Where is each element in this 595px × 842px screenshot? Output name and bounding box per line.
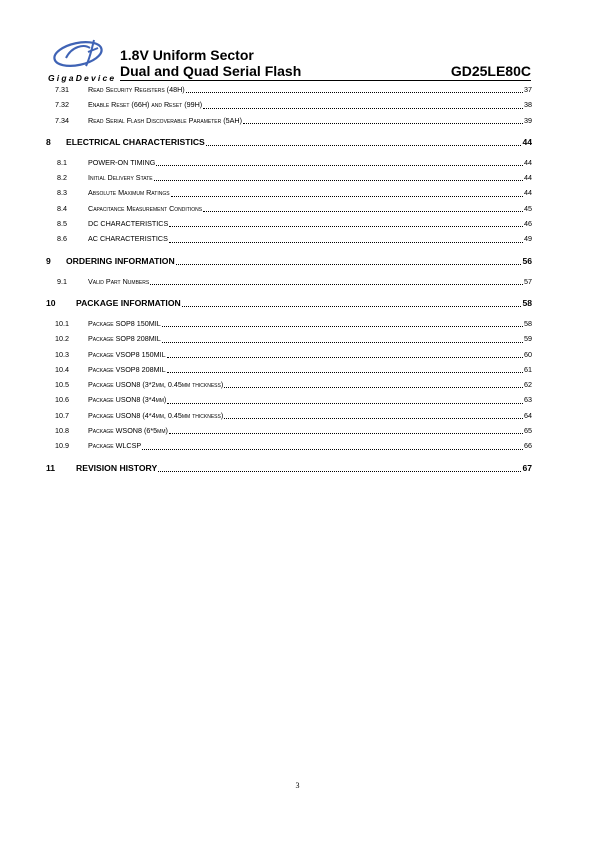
toc-title: Read Serial Flash Discoverable Parameter (5AH) <box>88 115 242 125</box>
toc-number: 10.4 <box>55 364 69 374</box>
toc-entry-10-1[interactable] <box>46 316 532 331</box>
toc-entry-7-34[interactable] <box>46 113 532 128</box>
toc-entry-10-3[interactable] <box>46 347 532 362</box>
toc-number: 7.31 <box>55 85 69 94</box>
toc-title: Read Security Registers (48H) <box>88 85 185 94</box>
toc-page: 63 <box>524 395 532 405</box>
toc-entry-10-4[interactable] <box>46 362 532 377</box>
toc-leader <box>182 306 522 307</box>
toc-page: 44 <box>524 173 532 183</box>
toc-leader <box>150 284 523 285</box>
toc-number: 10.1 <box>55 318 69 328</box>
document-title-line1: 1.8V Uniform Sector <box>120 47 254 63</box>
toc-page: 44 <box>524 157 532 167</box>
toc-title: ELECTRICAL CHARACTERISTICS <box>66 136 205 147</box>
toc-entry-10-2[interactable] <box>46 331 532 346</box>
document-title-line2: Dual and Quad Serial Flash <box>120 63 302 79</box>
toc-section-9[interactable] <box>46 252 532 271</box>
toc-page: 59 <box>524 334 532 344</box>
toc-number: 10.9 <box>55 441 69 451</box>
product-code: GD25LE80C <box>450 63 531 79</box>
toc-leader <box>154 180 523 181</box>
toc-leader <box>162 342 523 343</box>
toc-number: 8.3 <box>57 188 67 198</box>
toc-leader <box>169 433 523 434</box>
toc-leader <box>243 123 523 124</box>
toc-title: Enable Reset (66H) and Reset (99H) <box>88 100 203 110</box>
toc-page: 61 <box>524 364 532 374</box>
toc-leader <box>167 357 523 358</box>
toc-leader <box>224 387 523 388</box>
toc-entry-8-4[interactable] <box>46 201 532 216</box>
toc-entry-8-1[interactable] <box>46 155 532 170</box>
logo-text: GigaDevice <box>48 73 117 83</box>
toc-page: 62 <box>524 380 532 390</box>
toc-number: 10.3 <box>55 349 69 359</box>
toc-leader <box>203 108 523 109</box>
toc-number: 8.5 <box>57 219 67 229</box>
toc-entry-8-3[interactable] <box>46 185 532 200</box>
toc-leader <box>186 92 523 93</box>
toc-title: Initial Delivery State <box>88 173 153 183</box>
toc-number: 8.2 <box>57 173 67 183</box>
toc-page: 44 <box>524 188 532 198</box>
toc-title: Package USON8 (3*2mm, 0.45mm thickness) <box>88 380 224 390</box>
toc-title: POWER-ON TIMING <box>88 157 156 167</box>
toc-leader <box>167 403 523 404</box>
toc-entry-8-2[interactable] <box>46 170 532 185</box>
toc-title: Package SOP8 208MIL <box>88 334 161 344</box>
toc-number: 9.1 <box>57 276 67 286</box>
toc-page: 66 <box>524 441 532 451</box>
toc-number: 10.5 <box>55 380 69 390</box>
toc-page: 56 <box>522 255 532 266</box>
toc-title: Package VSOP8 208MIL <box>88 364 166 374</box>
toc-page: 39 <box>524 115 532 125</box>
toc-title: Package SOP8 150MIL <box>88 318 161 328</box>
toc-number: 11 <box>46 462 56 473</box>
toc-page: 37 <box>524 85 532 94</box>
toc-page: 45 <box>524 203 532 213</box>
toc-number: 10.8 <box>55 426 69 436</box>
toc-entry-10-6[interactable] <box>46 392 532 407</box>
toc-page: 57 <box>524 276 532 286</box>
toc-title: Capacitance Measurement Conditions <box>88 203 203 213</box>
toc-number: 8.4 <box>57 203 67 213</box>
header-rule <box>120 80 531 81</box>
toc-title: Package WSON8 (6*5mm) <box>88 426 168 436</box>
toc-entry-8-5[interactable] <box>46 216 532 231</box>
toc-title: Package WLCSP <box>88 441 142 451</box>
toc-number: 10.2 <box>55 334 69 344</box>
toc-page: 38 <box>524 100 532 110</box>
toc-leader <box>176 264 522 265</box>
toc-page: 58 <box>522 297 532 308</box>
toc-page: 58 <box>524 318 532 328</box>
toc-page: 46 <box>524 219 532 229</box>
toc-title: REVISION HISTORY <box>76 462 158 473</box>
toc-leader <box>224 418 523 419</box>
toc-entry-10-5[interactable] <box>46 377 532 392</box>
toc-section-11[interactable] <box>46 459 532 478</box>
toc-leader <box>206 145 522 146</box>
toc-number: 10.6 <box>55 395 69 405</box>
toc-leader <box>158 471 521 472</box>
toc-entry-10-7[interactable] <box>46 408 532 423</box>
toc-page: 65 <box>524 426 532 436</box>
toc-number: 9 <box>46 255 51 266</box>
table-of-contents <box>46 82 532 481</box>
toc-number: 8 <box>46 136 51 147</box>
toc-leader <box>167 372 523 373</box>
toc-title: Valid Part Numbers <box>88 276 150 286</box>
toc-leader <box>142 449 523 450</box>
toc-leader <box>203 211 523 212</box>
toc-entry-8-6[interactable] <box>46 231 532 246</box>
toc-title: Package USON8 (4*4mm, 0.45mm thickness) <box>88 410 224 420</box>
toc-entry-10-9[interactable] <box>46 438 532 453</box>
toc-number: 10 <box>46 297 56 308</box>
toc-leader <box>169 242 523 243</box>
toc-title: ORDERING INFORMATION <box>66 255 175 266</box>
toc-title: Package VSOP8 150MIL <box>88 349 166 359</box>
toc-number: 10.7 <box>55 410 69 420</box>
toc-entry-7-31[interactable] <box>46 82 532 97</box>
toc-title: PACKAGE INFORMATION <box>76 297 181 308</box>
toc-leader <box>156 165 523 166</box>
toc-page: 44 <box>522 136 532 147</box>
toc-page: 60 <box>524 349 532 359</box>
toc-title: Package USON8 (3*4mm) <box>88 395 167 405</box>
toc-title: DC CHARACTERISTICS <box>88 219 169 229</box>
toc-page: 64 <box>524 410 532 420</box>
toc-leader <box>162 326 523 327</box>
toc-entry-10-8[interactable] <box>46 423 532 438</box>
toc-entry-7-32[interactable] <box>46 97 532 112</box>
toc-number: 7.32 <box>55 100 69 110</box>
toc-section-10[interactable] <box>46 294 532 313</box>
toc-page: 67 <box>522 462 532 473</box>
toc-number: 8.1 <box>57 157 67 167</box>
toc-leader <box>169 226 523 227</box>
toc-section-8[interactable] <box>46 133 532 152</box>
toc-number: 7.34 <box>55 115 69 125</box>
toc-number: 8.6 <box>57 234 67 244</box>
page-number: 3 <box>295 781 300 790</box>
toc-page: 49 <box>524 234 532 244</box>
toc-title: Absolute Maximum Ratings <box>88 188 170 198</box>
gigadevice-logo <box>44 38 126 84</box>
toc-leader <box>171 196 523 197</box>
toc-entry-9-1[interactable] <box>46 274 532 289</box>
toc-title: AC CHARACTERISTICS <box>88 234 168 244</box>
